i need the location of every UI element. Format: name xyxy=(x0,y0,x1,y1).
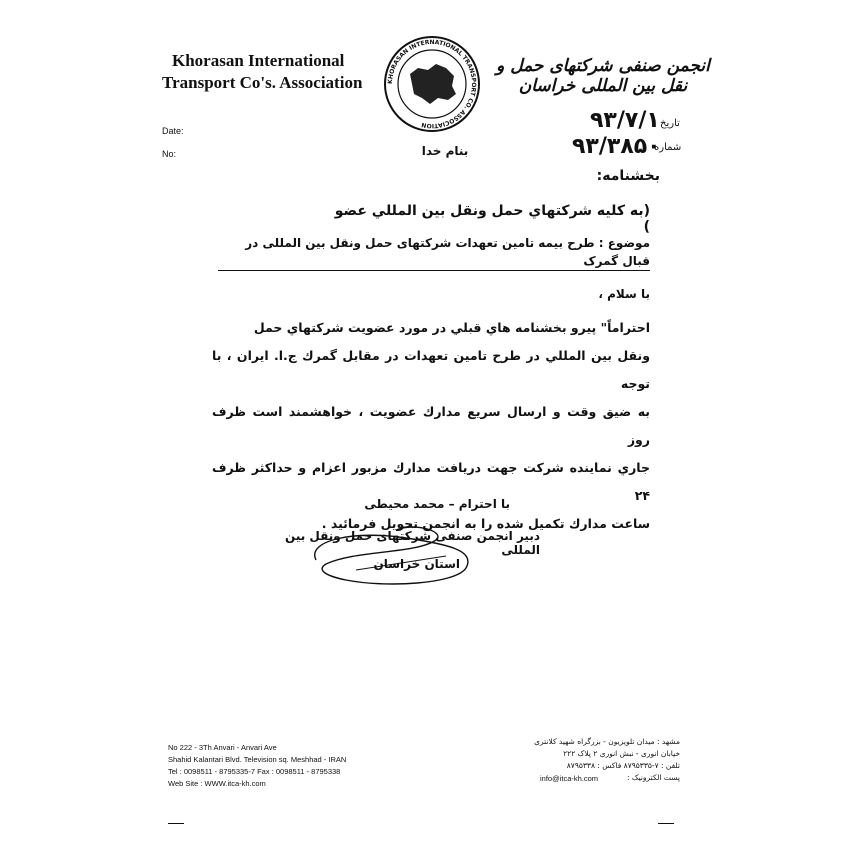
body-line-5: ساعت مدارك تكمیل شده را به انجمن تحویل فرمائید . xyxy=(321,516,650,531)
signatory-province: استان خراسان xyxy=(373,557,460,571)
signatory-title: دبیر انجمن صنفی شرکتهای حمل ونقل بین المللی xyxy=(285,529,540,557)
no-label-en: No: xyxy=(162,149,177,159)
body-line-4: جاري نماینده شرکت جهت دریافت مدارك مزبور اعزام و حداکثر ظرف ۲۴ xyxy=(212,460,650,503)
date-label-en: Date: xyxy=(162,126,184,136)
no-value: ۹۳/۳۸۵۰ xyxy=(572,134,661,159)
footer-fa-line-2: خیابان انوری - نبش انوری ۲ پلاک ۲۲۲ xyxy=(563,749,680,758)
seal-icon xyxy=(382,34,482,134)
footer-fa-line-4: پست الکترونیک : xyxy=(626,773,680,782)
body-line-2: ونقل بين المللي در طرح تامین تعهدات در مقابل گمرك ج.ا. ایران ، با توجه xyxy=(212,348,650,391)
org-name-en-line2: Transport Co's. Association xyxy=(162,73,363,92)
letter-greeting: با سلام ، xyxy=(598,287,650,301)
fold-mark-left xyxy=(168,823,184,824)
footer-en-line-1: No 222 - 3Th Anvari - Anvari Ave xyxy=(168,743,277,752)
body-line-1: احتراماً" پیرو بخشنامه هاي قبلي در مورد عضویت شرکتهاي حمل xyxy=(253,320,650,335)
date-value: ۹۳/۷/۱ xyxy=(590,108,660,133)
org-name-en xyxy=(162,50,372,94)
letter-type: بخشنامه: xyxy=(596,168,660,184)
basmala: بنام خدا xyxy=(421,144,469,158)
no-label-fa: شماره xyxy=(654,142,682,153)
footer-address-en xyxy=(168,742,388,790)
footer-en-line-3: Tel : 0098511 - 8795335-7 Fax : 0098511 - 8795338 xyxy=(168,767,341,776)
association-seal xyxy=(382,34,482,134)
org-name-fa: انجمن صنفی شرکتهای حمل و نقل بین المللی خراسان xyxy=(496,56,710,96)
letter-closing: با احترام – محمد محیطی xyxy=(364,497,510,511)
letter-subject: موضوع : طرح بیمه تامین تعهدات شرکتهای حمل ونقل بین المللی در قبال گمرک xyxy=(218,234,650,271)
footer-email: info@itca-kh.com xyxy=(540,774,599,783)
letter-addressee: (به كليه شركتهاي حمل ونقل بين المللي عضو ) xyxy=(334,203,650,235)
footer-fa-line-3: تلفن : ۷-۸۷۹۵۳۳۵ فاکس : ۸۷۹۵۳۳۸ xyxy=(566,761,680,770)
footer-en-line-4: Web Site : WWW.itca-kh.com xyxy=(168,779,266,788)
svg-text:KHORASAN INTERNATIONAL TRANSPO: KHORASAN INTERNATIONAL TRANSPORT CO. ASSOCIATION xyxy=(386,38,478,130)
footer-en-line-2: Shahid Kalantari Blvd. Television sq. Meshhad - IRAN xyxy=(168,755,347,764)
org-name-en-line1: Khorasan International xyxy=(172,51,345,70)
date-label-fa: تاریخ xyxy=(660,118,680,129)
footer-fa-line-1: مشهد : میدان تلویزیون - بزرگراه شهید کلانتری xyxy=(534,737,680,746)
signature-icon xyxy=(296,510,496,590)
body-line-3: به ضیق وقت و ارسال سریع مدارك عضویت ، خواهشمند است ظرف روز xyxy=(212,404,650,447)
fold-mark-right xyxy=(658,823,674,824)
